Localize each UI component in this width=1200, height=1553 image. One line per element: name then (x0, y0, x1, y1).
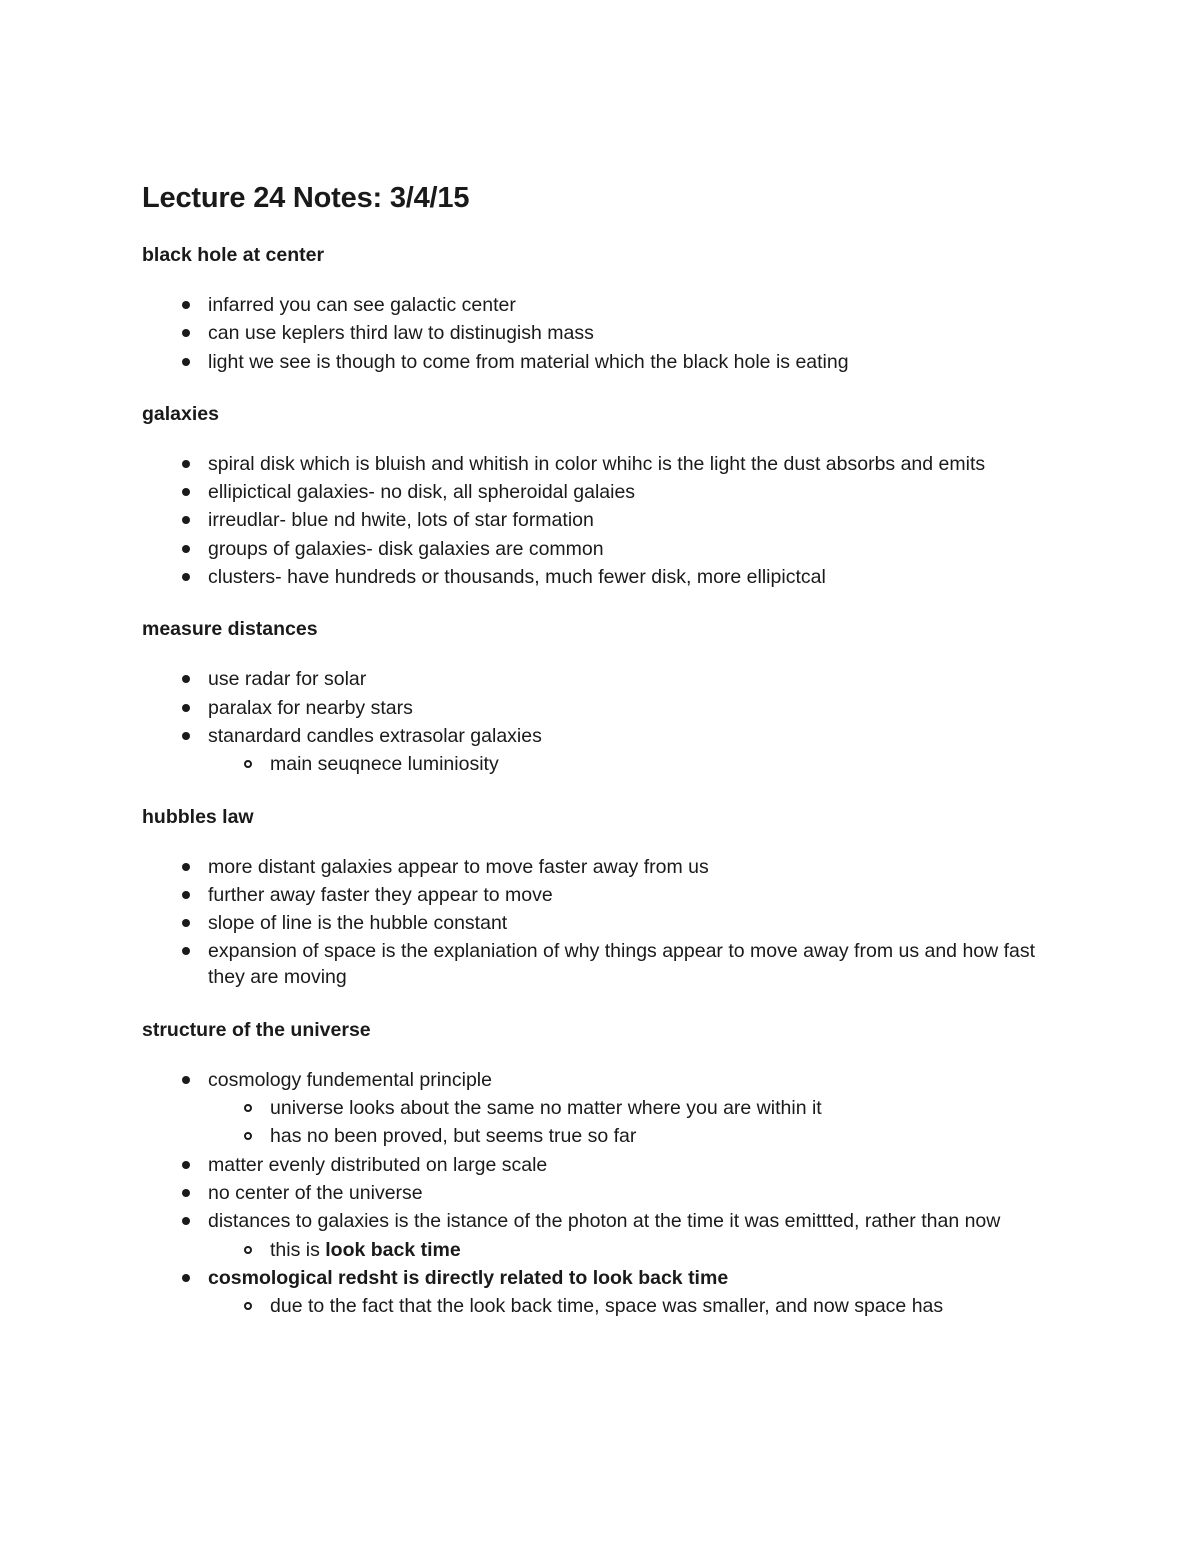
list-item-text: clusters- have hundreds or thousands, much fewer disk, more ellipictcal (208, 566, 826, 589)
list-item-text: use radar for solar (208, 668, 367, 691)
sub-list-item (142, 751, 1062, 777)
document-title: Lecture 24 Notes: 3/4/15 (142, 182, 470, 214)
bullet-icon (182, 863, 190, 871)
list-item (142, 1265, 1062, 1291)
hollow-bullet-icon (244, 760, 252, 768)
bullet-icon (182, 573, 190, 581)
section-heading: structure of the universe (142, 1018, 371, 1041)
section-heading: galaxies (142, 402, 219, 425)
list-item-text: distances to galaxies is the istance of the photon at the time it was emittted, rather than now (208, 1210, 1001, 1233)
bullet-list (142, 292, 1062, 375)
list-item (142, 479, 1062, 505)
list-item (142, 451, 1062, 477)
list-item (142, 536, 1062, 562)
bullet-icon (182, 516, 190, 524)
hollow-bullet-icon (244, 1132, 252, 1140)
sub-list-item (142, 1237, 1062, 1263)
bullet-list (142, 666, 1062, 777)
bullet-icon (182, 358, 190, 366)
list-item (142, 1067, 1062, 1093)
bullet-list (142, 451, 1062, 590)
section (142, 400, 1062, 615)
list-item-text: expansion of space is the explaniation of why things appear to move away from us and how fast they are moving (208, 940, 1036, 989)
list-item (142, 1152, 1062, 1178)
sections-container (142, 241, 1062, 1319)
section-heading: measure distances (142, 618, 318, 641)
bullet-icon (182, 488, 190, 496)
bullet-icon (182, 329, 190, 337)
list-item (142, 1180, 1062, 1206)
sub-list-item (142, 1095, 1062, 1121)
list-item-text: can use keplers third law to distinugish mass (208, 322, 594, 345)
list-item-text: irreudlar- blue nd hwite, lots of star formation (208, 509, 594, 532)
list-item-text: infarred you can see galactic center (208, 294, 516, 316)
bullet-icon (182, 460, 190, 468)
bullet-icon (182, 1274, 190, 1282)
bullet-list (142, 854, 1062, 991)
list-item-text: universe looks about the same no matter where you are within it (270, 1097, 822, 1120)
list-item (142, 938, 1062, 990)
list-item-text: paralax for nearby stars (208, 696, 413, 719)
sub-list-item (142, 1123, 1062, 1149)
list-item-text: more distant galaxies appear to move faster away from us (208, 855, 709, 878)
hollow-bullet-icon (244, 1302, 252, 1310)
bullet-list (142, 1067, 1062, 1319)
section-heading: black hole at center (142, 244, 325, 266)
list-item-text: ellipictical galaxies- no disk, all spheroidal galaies (208, 481, 636, 504)
list-item (142, 854, 1062, 880)
list-item-text: spiral disk which is bluish and whitish in color whihc is the light the dust absorbs and emits (208, 452, 986, 475)
bullet-icon (182, 1076, 190, 1084)
list-item-bold-text: cosmological redsht is directly related to look back time (208, 1266, 729, 1289)
bullet-icon (182, 919, 190, 927)
section (142, 1016, 1062, 1319)
list-item (142, 723, 1062, 749)
bullet-icon (182, 1189, 190, 1197)
list-item-text: slope of line is the hubble constant (208, 912, 508, 935)
hollow-bullet-icon (244, 1246, 252, 1254)
list-item-text: matter evenly distributed on large scale (208, 1153, 548, 1176)
list-item-text: due to the fact that the look back time, space was smaller, and now space has (270, 1295, 944, 1318)
list-item-text: this is (270, 1238, 326, 1261)
list-item (142, 349, 1062, 375)
list-item (142, 666, 1062, 692)
bullet-icon (182, 891, 190, 899)
list-item (142, 910, 1062, 936)
list-item (142, 564, 1062, 590)
document-page (142, 178, 1062, 1321)
sub-list-item (142, 1293, 1062, 1319)
list-item (142, 292, 1062, 318)
list-item-text: cosmology fundemental principle (208, 1068, 492, 1091)
section-heading: hubbles law (142, 805, 254, 828)
list-item (142, 320, 1062, 346)
list-item-bold-text: look back time (325, 1238, 461, 1261)
list-item-text: main seuqnece luminiosity (270, 753, 499, 776)
list-item (142, 695, 1062, 721)
list-item-text: no center of the universe (208, 1181, 423, 1204)
hollow-bullet-icon (244, 1104, 252, 1112)
list-item (142, 1208, 1062, 1234)
bullet-icon (182, 675, 190, 683)
list-item (142, 507, 1062, 533)
bullet-icon (182, 301, 190, 309)
bullet-icon (182, 545, 190, 553)
list-item-text: groups of galaxies- disk galaxies are common (208, 537, 604, 560)
list-item-text: light we see is though to come from material which the black hole is eating (208, 350, 849, 373)
bullet-icon (182, 1217, 190, 1225)
bullet-icon (182, 732, 190, 740)
section (142, 615, 1062, 802)
list-item-text: stanardard candles extrasolar galaxies (208, 724, 542, 747)
bullet-icon (182, 1161, 190, 1169)
bullet-icon (182, 947, 190, 955)
bullet-icon (182, 704, 190, 712)
list-item-text: further away faster they appear to move (208, 883, 553, 906)
section (142, 241, 1062, 400)
section (142, 803, 1062, 1016)
list-item-text: has no been proved, but seems true so far (270, 1125, 637, 1148)
list-item (142, 882, 1062, 908)
